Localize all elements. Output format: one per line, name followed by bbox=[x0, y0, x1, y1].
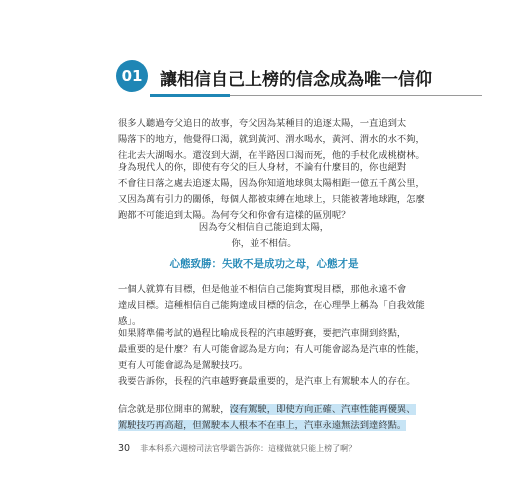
highlighted-text: 沒有駕駛，即使方向正確、汽車性能再優異、 bbox=[229, 404, 416, 415]
highlighted-text: 駕駛技巧再高超，但駕駛本人根本不在車上，汽車永遠無法到達終點。 bbox=[118, 420, 407, 431]
text-line bbox=[118, 418, 410, 434]
paragraph-1 bbox=[118, 116, 425, 164]
quote-block bbox=[118, 220, 410, 252]
text-line: 不會往日落之處去追逐太陽，因為你知道地球與太陽相距一億五千萬公里， bbox=[118, 178, 425, 189]
text-line: 跑都不可能追到太陽。為何夸父和你會有這樣的區別呢？ bbox=[118, 210, 351, 221]
page-footer bbox=[118, 443, 356, 454]
paragraph-2 bbox=[118, 160, 425, 224]
text-line bbox=[118, 402, 416, 418]
text-line: 又因為萬有引力的關係，每個人都被束縛在地球上，只能被著地球跑，怎麼 bbox=[118, 194, 425, 205]
text-line: 如果將準備考試的過程比喻成長程的汽車越野賽，要把汽車開到終點， bbox=[118, 328, 407, 339]
heading-divider-rule bbox=[230, 95, 482, 96]
paragraph-6 bbox=[118, 402, 416, 434]
text-line: 我要告訴你，長程的汽車越野賽最重要的，是汽車上有駕駛本人的存在。 bbox=[118, 376, 416, 387]
chapter-heading bbox=[116, 60, 432, 96]
text-line: 最重要的是什麼？有人可能會認為是方向；有人可能會認為是汽車的性能， bbox=[118, 344, 425, 355]
text-line: 身為現代人的你，即使有夸父的巨人身材，不論有什麼目的，你也絕對 bbox=[118, 162, 407, 173]
paragraph-4 bbox=[118, 326, 425, 374]
text-line: 很多人聽過夸父追日的故事，夸父因為某種目的追逐太陽，一直追到太 bbox=[118, 118, 407, 129]
section-callout: 心態致勝：失敗不是成功之母，心態才是 bbox=[169, 258, 359, 270]
quote-line: 你，並不相信。 bbox=[231, 238, 297, 249]
chapter-title: 讓相信自己上榜的信念成為唯一信仰 bbox=[160, 70, 432, 90]
paragraph-3 bbox=[118, 282, 425, 330]
heading-accent-rule bbox=[150, 94, 230, 97]
running-title: 非本科系六週榜司法官學霸告訴你：這樣做就只能上榜了啊？ bbox=[140, 444, 357, 453]
text-line: 感」。 bbox=[118, 316, 142, 327]
text-line: 更有人可能會認為是駕駛技巧。 bbox=[118, 360, 249, 371]
text-line: 陽落下的地方，他覺得口渴，就到黃河、渭水喝水，黃河、渭水的水不夠， bbox=[118, 134, 425, 145]
paragraph-5 bbox=[118, 374, 416, 390]
text-line: 往北去大湖喝水。還沒到大湖，在半路因口渴而死，他的手杖化成桃樹林。 bbox=[118, 150, 425, 161]
text-line: 一個人就算有目標，但是他並不相信自己能夠實現目標，那他永遠不會 bbox=[118, 284, 407, 295]
text-line: 達成目標。這種相信自己能夠達成目標的信念，在心理學上稱為「自我效能 bbox=[118, 300, 425, 311]
page-number: 30 bbox=[118, 443, 131, 454]
chapter-number-badge: 01 bbox=[116, 60, 148, 92]
quote-line: 因為夸父相信自己能追到太陽， bbox=[198, 222, 330, 233]
plain-text: 信念就是那位開車的駕駛， bbox=[118, 404, 230, 415]
